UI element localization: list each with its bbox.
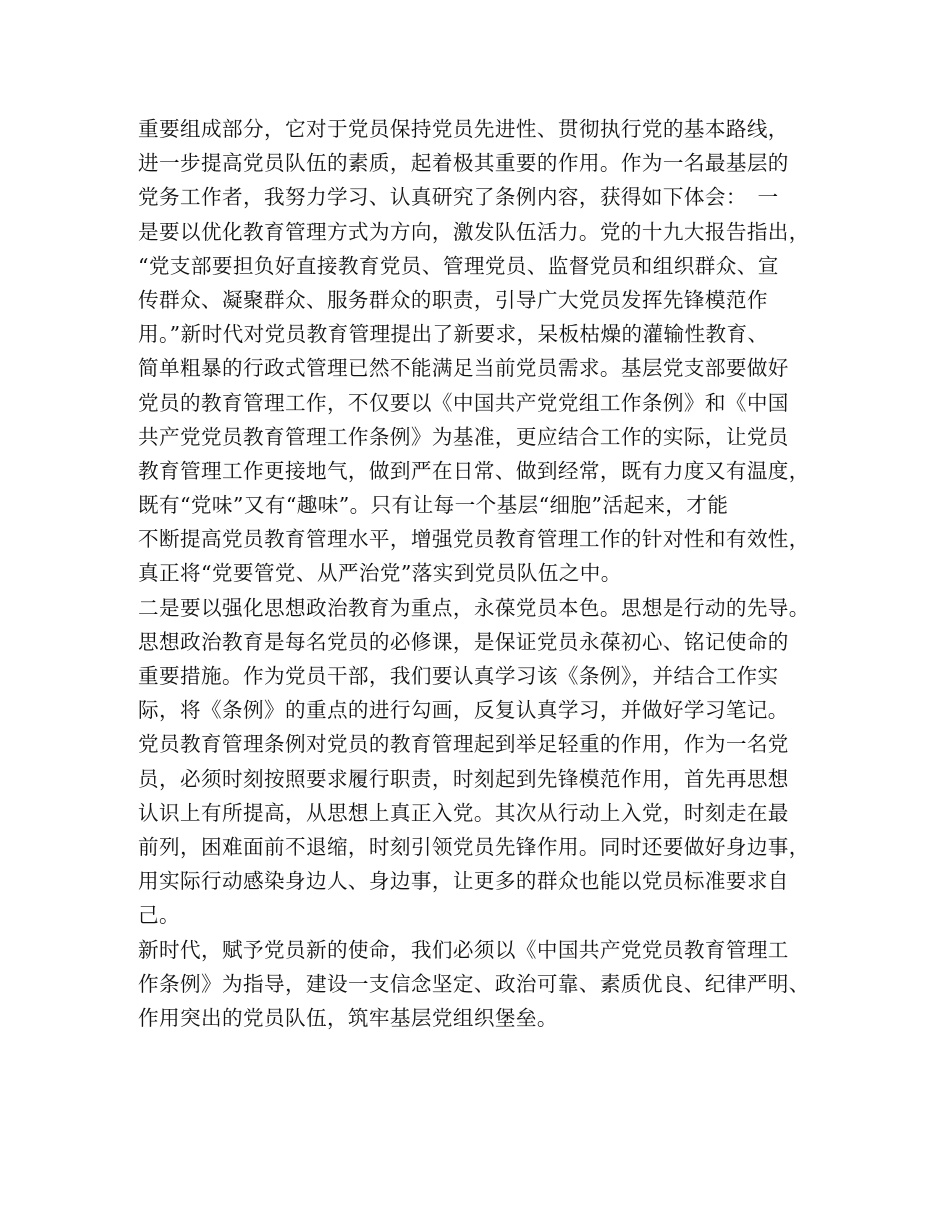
text-line: 重要措施。作为党员干部，我们要认真学习该《条例》，并结合工作实: [138, 664, 779, 688]
text-line: 既有“党味”又有“趣味”。只有让每一个基层“细胞”活起来，才能: [138, 493, 729, 518]
text-line: 党务工作者，我努力学习、认真研究了条例内容，获得如下体会： 一: [138, 185, 779, 210]
text-line: 用实际行动感染身边人、身边事，让更多的群众也能以党员标准要求自: [138, 869, 789, 894]
text-line: 教育管理工作更接地气，做到严在日常、做到经常，既有力度又有温度，: [138, 458, 810, 483]
text-line: 党员教育管理条例对党员的教育管理起到举足轻重的作用，作为一名党: [138, 732, 789, 757]
text-line: 思想政治教育是每名党员的必修课，是保证党员永葆初心、铭记使命的: [138, 629, 789, 654]
text-line: 用。”新时代对党员教育管理提出了新要求，呆板枯燥的灌输性教育、: [138, 322, 769, 347]
text-line: 传群众、凝聚群众、服务群众的职责，引导广大党员发挥先锋模范作: [138, 287, 768, 312]
text-line: 进一步提高党员队伍的素质，起着极其重要的作用。作为一名最基层的: [138, 151, 789, 176]
text-line: 作条例》为指导，建设一支信念坚定、政治可靠、素质优良、纪律严明、: [138, 971, 810, 996]
text-line: 党员的教育管理工作，不仅要以《中国共产党党组工作条例》和《中国: [138, 390, 789, 415]
text-line: 认识上有所提高，从思想上真正入党。其次从行动上入党，时刻走在最: [138, 800, 789, 825]
text-line: 重要组成部分，它对于党员保持党员先进性、贯彻执行党的基本路线，: [138, 117, 789, 141]
text-line: 是要以优化教育管理方式为方向，激发队伍活力。党的十九大报告指出，: [138, 219, 810, 244]
text-line: 员，必须时刻按照要求履行职责，时刻起到先锋模范作用，首先再思想: [138, 766, 789, 791]
text-line: 二是要以强化思想政治教育为重点，永葆党员本色。思想是行动的先导。: [138, 595, 810, 620]
text-line: 新时代，赋予党员新的使命，我们必须以《中国共产党党员教育管理工: [138, 937, 789, 962]
text-line: 真正将“党要管党、从严治党”落实到党员队伍之中。: [138, 561, 622, 586]
text-line: 简单粗暴的行政式管理已然不能满足当前党员需求。基层党支部要做好: [138, 356, 789, 381]
text-line: 不断提高党员教育管理水平，增强党员教育管理工作的针对性和有效性，: [138, 527, 810, 552]
text-line: “党支部要担负好直接教育党员、管理党员、监督党员和组织群众、宣: [138, 253, 779, 278]
text-line: 共产党党员教育管理工作条例》为基准，更应结合工作的实际，让党员: [138, 424, 789, 449]
text-line: 作用突出的党员队伍，筑牢基层党组织堡垒。: [138, 1005, 558, 1030]
text-line: 己。: [138, 903, 180, 928]
document-body: [138, 112, 828, 1035]
text-line: 前列，困难面前不退缩，时刻引领党员先锋作用。同时还要做好身边事，: [138, 834, 810, 859]
text-line: 际，将《条例》的重点的进行勾画，反复认真学习，并做好学习笔记。: [138, 698, 789, 723]
